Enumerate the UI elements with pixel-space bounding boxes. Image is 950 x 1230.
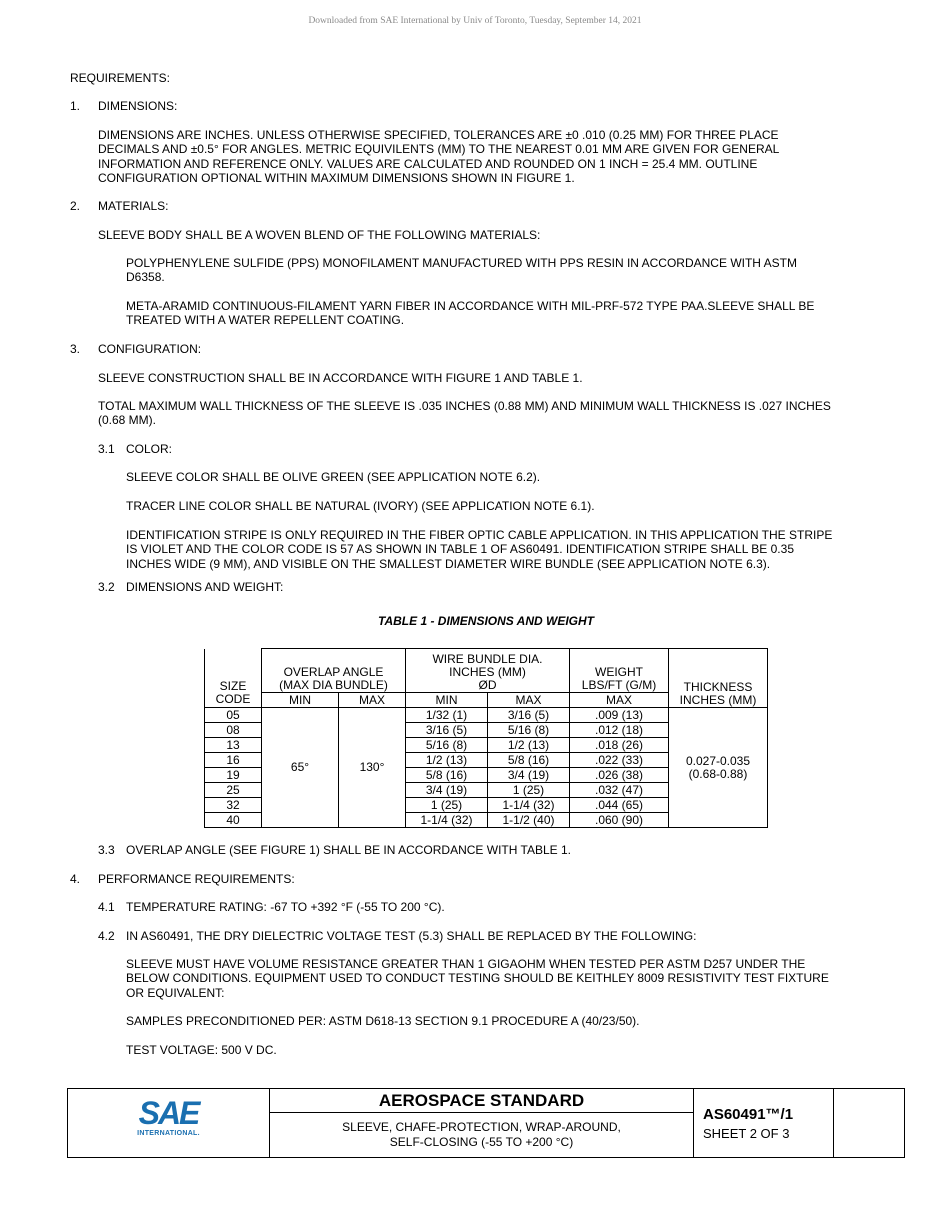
text-line: META-ARAMID CONTINUOUS-FILAMENT YARN FIBER IN ACCORDANCE WITH MIL-PRF-572 TYPE PAA.SLEEVE SHALL BE (126, 299, 815, 313)
section-4-number: 4. (70, 872, 81, 886)
size-code-cell: 05 (205, 708, 262, 723)
wire-min-header: MIN (406, 693, 488, 708)
title-block (67, 1088, 905, 1158)
weight-cell: .009 (13) (570, 708, 669, 723)
header-text: WIRE BUNDLE DIA. (432, 652, 543, 666)
text-line: SLEEVE MUST HAVE VOLUME RESISTANCE GREATER THAN 1 GIGAOHM WHEN TESTED PER ASTM D257 UNDER THE (126, 957, 806, 971)
size-code-cell: 08 (205, 723, 262, 738)
wire-max-cell: 5/8 (16) (488, 753, 570, 768)
text-line: OR EQUIVALENT: (126, 985, 225, 1000)
wire-min-cell: 1/2 (13) (406, 753, 488, 768)
section-3-2-title: DIMENSIONS AND WEIGHT: (126, 580, 284, 594)
wire-min-cell: 3/16 (5) (406, 723, 488, 738)
header-text: ØD (478, 678, 497, 692)
section-3-2-number: 3.2 (98, 580, 115, 594)
thickness-value (669, 708, 768, 828)
wire-max-header: MAX (488, 693, 570, 708)
sae-logo (68, 1097, 269, 1138)
preconditioning-text: SAMPLES PRECONDITIONED PER: ASTM D618-13 SECTION 9.1 PROCEDURE A (40/23/50). (126, 1014, 640, 1028)
download-watermark: Downloaded from SAE International by Univ of Toronto, Tuesday, September 14, 2021 (308, 16, 642, 26)
text-line: INFORMATION AND REFERENCE ONLY. VALUES ARE CALCULATED AND ROUNDED ON 1 INCH = 25.4 MM. OUTLINE (98, 156, 758, 171)
weight-cell: .012 (18) (570, 723, 669, 738)
test-voltage-text: TEST VOLTAGE: 500 V DC. (126, 1043, 277, 1057)
weight-cell: .026 (38) (570, 768, 669, 783)
logo-cell (68, 1089, 270, 1157)
thickness-inches: 0.027-0.035 (685, 753, 751, 768)
section-3-title: CONFIGURATION: (98, 342, 202, 356)
materials-intro: SLEEVE BODY SHALL BE A WOVEN BLEND OF THE FOLLOWING MATERIALS: (98, 228, 541, 242)
weight-cell: .018 (26) (570, 738, 669, 753)
document-subtitle (270, 1120, 693, 1149)
header-text: LBS/FT (G/M) (581, 678, 657, 692)
header-text: THICKNESS (683, 680, 753, 694)
dimensions-weight-table (204, 648, 768, 828)
text-line: IDENTIFICATION STRIPE IS ONLY REQUIRED IN THE FIBER OPTIC CABLE APPLICATION. IN THIS APPLICATION THE STRIPE (126, 528, 833, 542)
text-line: D6358. (126, 270, 165, 285)
size-code-header: CODE (205, 693, 262, 708)
thickness-mm: (0.68-0.88) (688, 766, 748, 781)
section-3-1-number: 3.1 (98, 442, 115, 456)
document-number: AS60491™/1 (703, 1106, 794, 1123)
wire-min-cell: 1/32 (1) (406, 708, 488, 723)
wire-min-cell: 3/4 (19) (406, 783, 488, 798)
wire-min-cell: 5/8 (16) (406, 768, 488, 783)
sae-logo-subtext: INTERNATIONAL. (137, 1130, 200, 1137)
size-code-cell: 13 (205, 738, 262, 753)
wire-min-cell: 1 (25) (406, 798, 488, 813)
identification-stripe-text (126, 528, 832, 571)
weight-cell: .032 (47) (570, 783, 669, 798)
text-line: BELOW CONDITIONS. EQUIPMENT USED TO CONDUCT TESTING SHOULD BE KEITHLEY 8009 RESISTIVITY TEST FIXTURE (126, 971, 829, 986)
sae-logo-mark: SAE (138, 1095, 199, 1131)
revision-cell (834, 1089, 904, 1157)
dielectric-test-text: IN AS60491, THE DRY DIELECTRIC VOLTAGE TEST (5.3) SHALL BE REPLACED BY THE FOLLOWING: (126, 929, 697, 943)
overlap-angle-text: OVERLAP ANGLE (SEE FIGURE 1) SHALL BE IN ACCORDANCE WITH TABLE 1. (126, 843, 572, 857)
section-4-1-number: 4.1 (98, 900, 115, 914)
sheet-number: SHEET 2 OF 3 (703, 1126, 790, 1141)
size-code-cell: 25 (205, 783, 262, 798)
text-line: POLYPHENYLENE SULFIDE (PPS) MONOFILAMENT MANUFACTURED WITH PPS RESIN IN ACCORDANCE WITH ASTM (126, 256, 797, 270)
requirements-heading: REQUIREMENTS: (70, 71, 171, 85)
section-2-title: MATERIALS: (98, 199, 169, 213)
wire-max-cell: 1-1/2 (40) (488, 813, 570, 828)
overlap-min-value: 65° (262, 708, 339, 828)
wire-min-cell: 5/16 (8) (406, 738, 488, 753)
text-line: TREATED WITH A WATER REPELLENT COATING. (126, 313, 405, 328)
title-cell (270, 1089, 694, 1157)
text-line: IS VIOLET AND THE COLOR CODE IS 57 AS SHOWN IN TABLE 1 OF AS60491. IDENTIFICATION STRIPE SHALL BE 0.35 (126, 542, 794, 557)
table-caption: TABLE 1 - DIMENSIONS AND WEIGHT (378, 614, 594, 628)
size-header (205, 649, 262, 693)
weight-header (570, 649, 669, 693)
wire-max-cell: 1/2 (13) (488, 738, 570, 753)
size-code-cell: 40 (205, 813, 262, 828)
wire-min-cell: 1-1/4 (32) (406, 813, 488, 828)
wire-max-cell: 1-1/4 (32) (488, 798, 570, 813)
size-code-cell: 16 (205, 753, 262, 768)
header-text: INCHES (MM) (679, 693, 757, 707)
standard-title: AEROSPACE STANDARD (270, 1089, 693, 1113)
temperature-rating-text: TEMPERATURE RATING: -67 TO +392 °F (-55 TO 200 °C). (126, 900, 445, 914)
text-line: SLEEVE, CHAFE-PROTECTION, WRAP-AROUND, (342, 1120, 621, 1134)
text-line: (0.68 MM). (98, 413, 157, 428)
header-text: WEIGHT (595, 665, 643, 679)
text-line: DECIMALS AND ±0.5° FOR ANGLES. METRIC EQUIVILENTS (MM) TO THE NEAREST 0.01 MM ARE GIVEN FOR GENERAL (98, 142, 780, 157)
weight-cell: .022 (33) (570, 753, 669, 768)
overlap-header (262, 649, 406, 693)
header-text: SIZE (219, 678, 247, 693)
text-line: TOTAL MAXIMUM WALL THICKNESS OF THE SLEEVE IS .035 INCHES (0.88 MM) AND MINIMUM WALL THICKNESS IS .027 INCHES (98, 399, 831, 413)
wall-thickness-text (98, 399, 831, 428)
section-1-title: DIMENSIONS: (98, 99, 178, 113)
weight-cell: .060 (90) (570, 813, 669, 828)
section-1-number: 1. (70, 99, 81, 113)
section-1-paragraph (98, 128, 779, 185)
volume-resistance-text (126, 957, 829, 1000)
text-line: DIMENSIONS ARE INCHES. UNLESS OTHERWISE SPECIFIED, TOLERANCES ARE ±0 .010 (0.25 MM) FOR THREE PLACE (98, 128, 779, 142)
material-pps (126, 256, 797, 285)
material-meta-aramid (126, 299, 814, 328)
overlap-max-value: 130° (339, 708, 406, 828)
overlap-max-header: MAX (339, 693, 406, 708)
sleeve-color-text: SLEEVE COLOR SHALL BE OLIVE GREEN (SEE APPLICATION NOTE 6.2). (126, 470, 541, 484)
weight-max-header: MAX (570, 693, 669, 708)
tracer-color-text: TRACER LINE COLOR SHALL BE NATURAL (IVORY) (SEE APPLICATION NOTE 6.1). (126, 499, 595, 513)
section-3-3-number: 3.3 (98, 843, 115, 857)
weight-cell: .044 (65) (570, 798, 669, 813)
thickness-header (669, 649, 768, 708)
construction-text: SLEEVE CONSTRUCTION SHALL BE IN ACCORDANCE WITH FIGURE 1 AND TABLE 1. (98, 371, 583, 385)
section-4-2-number: 4.2 (98, 929, 115, 943)
section-4-title: PERFORMANCE REQUIREMENTS: (98, 872, 295, 886)
text-line: SELF-CLOSING (-55 TO +200 °C) (389, 1134, 574, 1149)
header-text: (MAX DIA BUNDLE) (279, 678, 388, 692)
header-text: OVERLAP ANGLE (283, 665, 384, 679)
overlap-min-header: MIN (262, 693, 339, 708)
size-code-cell: 19 (205, 768, 262, 783)
text-line: CONFIGURATION OPTIONAL WITHIN MAXIMUM DIMENSIONS SHOWN IN FIGURE 1. (98, 170, 575, 185)
wire-bundle-header (406, 649, 570, 693)
section-3-1-title: COLOR: (126, 442, 173, 456)
section-3-number: 3. (70, 342, 81, 356)
wire-max-cell: 3/16 (5) (488, 708, 570, 723)
wire-max-cell: 3/4 (19) (488, 768, 570, 783)
header-text: INCHES (MM) (449, 665, 526, 679)
text-line: INCHES WIDE (9 MM), AND VISIBLE ON THE SMALLEST DIAMETER WIRE BUNDLE (SEE APPLICATION NOTE 6.3). (126, 556, 771, 571)
section-2-number: 2. (70, 199, 81, 213)
wire-max-cell: 5/16 (8) (488, 723, 570, 738)
wire-max-cell: 1 (25) (488, 783, 570, 798)
size-code-cell: 32 (205, 798, 262, 813)
document-number-cell (694, 1089, 834, 1157)
